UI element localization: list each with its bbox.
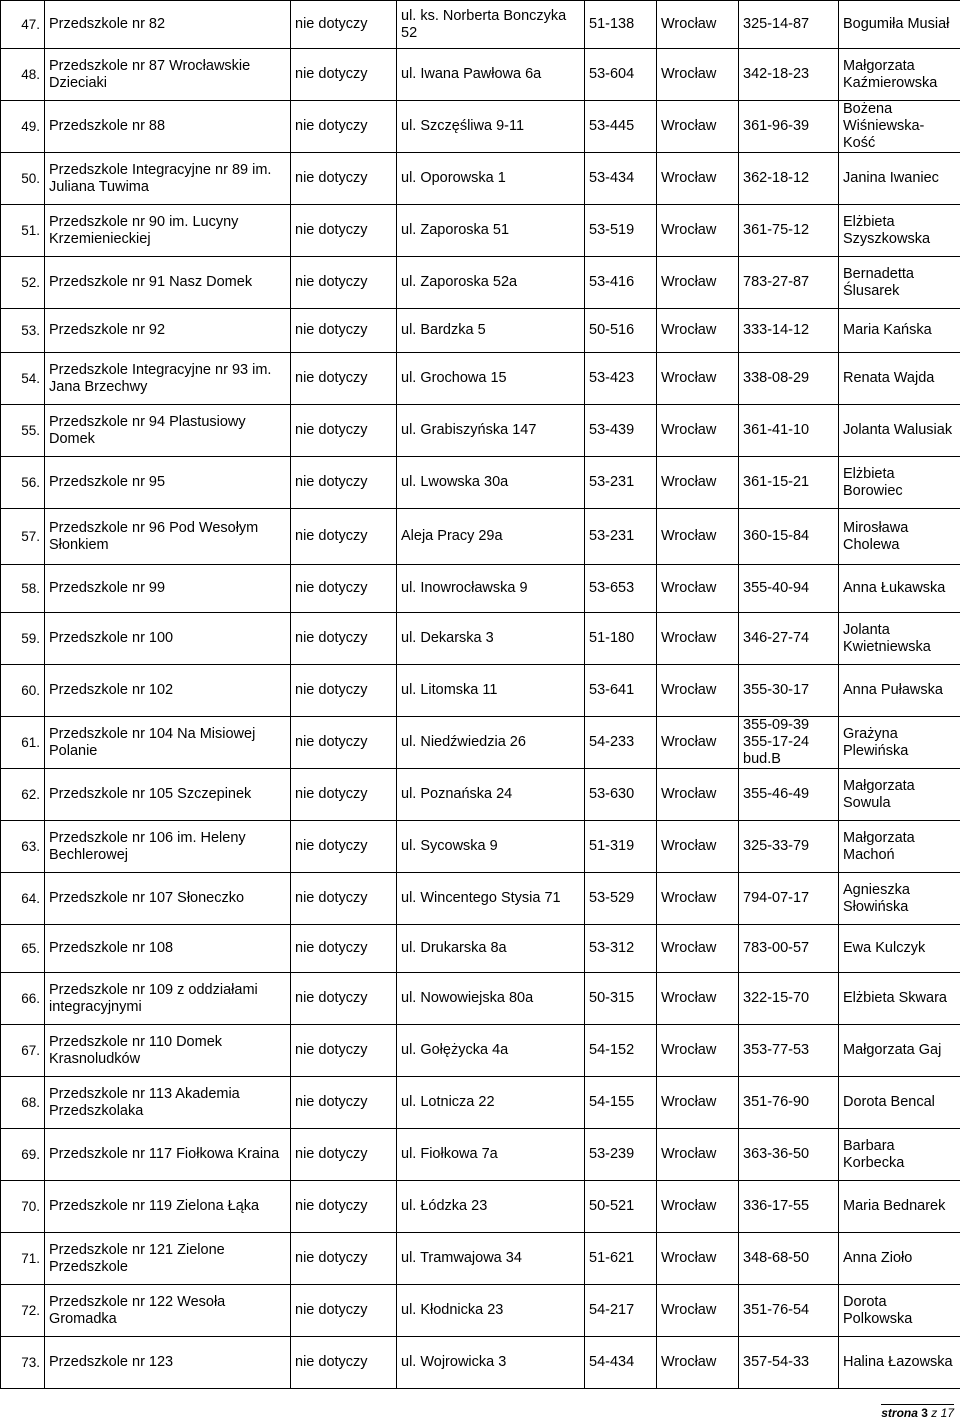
table-row [1,973,960,1025]
director-name: Anna Zioło [839,1233,960,1285]
kindergarten-name: Przedszkole nr 87 Wrocławskie Dzieciaki [45,49,291,101]
city-name: Wrocław [657,665,739,717]
phone-number: 783-27-87 [739,257,839,309]
postal-code: 53-653 [585,565,657,613]
kindergarten-name: Przedszkole nr 102 [45,665,291,717]
row-number: 61. [1,717,45,769]
postal-code: 53-231 [585,509,657,565]
phone-number: 348-68-50 [739,1233,839,1285]
director-name: Dorota Polkowska [839,1285,960,1337]
table-row [1,257,960,309]
director-name: Ewa Kulczyk [839,925,960,973]
director-name: Renata Wajda [839,353,960,405]
row-number: 67. [1,1025,45,1077]
table-row [1,613,960,665]
director-name: Grażyna Plewińska [839,717,960,769]
table-row [1,1129,960,1181]
phone-number: 333-14-12 [739,309,839,353]
postal-code: 54-155 [585,1077,657,1129]
row-number: 62. [1,769,45,821]
director-name: Bożena Wiśniewska-Kość [839,101,960,153]
status-cell: nie dotyczy [291,257,397,309]
footer-page: 3 [921,1406,928,1420]
postal-code: 53-439 [585,405,657,457]
table-row [1,821,960,873]
city-name: Wrocław [657,309,739,353]
status-cell: nie dotyczy [291,1,397,49]
phone-number: 336-17-55 [739,1181,839,1233]
street-address: ul. Lotnicza 22 [397,1077,585,1129]
row-number: 56. [1,457,45,509]
row-number: 57. [1,509,45,565]
table-row [1,873,960,925]
city-name: Wrocław [657,565,739,613]
kindergarten-name: Przedszkole Integracyjne nr 89 im. Juliana Tuwima [45,153,291,205]
street-address: ul. Lwowska 30a [397,457,585,509]
street-address: ul. Grochowa 15 [397,353,585,405]
phone-number: 361-41-10 [739,405,839,457]
status-cell: nie dotyczy [291,153,397,205]
phone-number: 363-36-50 [739,1129,839,1181]
director-name: Mirosława Cholewa [839,509,960,565]
street-address: ul. Zaporoska 51 [397,205,585,257]
status-cell: nie dotyczy [291,509,397,565]
row-number: 59. [1,613,45,665]
postal-code: 53-423 [585,353,657,405]
city-name: Wrocław [657,1129,739,1181]
city-name: Wrocław [657,973,739,1025]
table-row [1,101,960,153]
director-name: Maria Bednarek [839,1181,960,1233]
phone-number: 325-14-87 [739,1,839,49]
footer-sep: z [931,1406,938,1420]
director-name: Małgorzata Sowula [839,769,960,821]
postal-code: 53-434 [585,153,657,205]
director-name: Anna Puławska [839,665,960,717]
status-cell: nie dotyczy [291,1181,397,1233]
street-address: ul. Poznańska 24 [397,769,585,821]
kindergarten-name: Przedszkole nr 92 [45,309,291,353]
street-address: ul. Niedźwiedzia 26 [397,717,585,769]
postal-code: 53-529 [585,873,657,925]
row-number: 63. [1,821,45,873]
row-number: 58. [1,565,45,613]
status-cell: nie dotyczy [291,101,397,153]
director-name: Elżbieta Skwara [839,973,960,1025]
kindergarten-name: Przedszkole nr 122 Wesoła Gromadka [45,1285,291,1337]
table-row [1,925,960,973]
kindergarten-name: Przedszkole nr 113 Akademia Przedszkolaka [45,1077,291,1129]
table-row [1,405,960,457]
street-address: ul. Tramwajowa 34 [397,1233,585,1285]
kindergarten-name: Przedszkole nr 123 [45,1337,291,1389]
city-name: Wrocław [657,205,739,257]
director-name: Barbara Korbecka [839,1129,960,1181]
status-cell: nie dotyczy [291,925,397,973]
phone-number: 351-76-54 [739,1285,839,1337]
street-address: ul. Inowrocławska 9 [397,565,585,613]
table-row [1,1337,960,1389]
city-name: Wrocław [657,405,739,457]
phone-number: 362-18-12 [739,153,839,205]
table-row [1,49,960,101]
status-cell: nie dotyczy [291,405,397,457]
city-name: Wrocław [657,873,739,925]
row-number: 53. [1,309,45,353]
row-number: 52. [1,257,45,309]
table-row [1,1181,960,1233]
row-number: 71. [1,1233,45,1285]
footer-total: 17 [940,1406,954,1420]
city-name: Wrocław [657,1285,739,1337]
director-name: Janina Iwaniec [839,153,960,205]
city-name: Wrocław [657,1233,739,1285]
city-name: Wrocław [657,457,739,509]
table-row [1,309,960,353]
row-number: 64. [1,873,45,925]
postal-code: 54-152 [585,1025,657,1077]
director-name: Elżbieta Szyszkowska [839,205,960,257]
director-name: Małgorzata Gaj [839,1025,960,1077]
street-address: ul. Dekarska 3 [397,613,585,665]
status-cell: nie dotyczy [291,1337,397,1389]
phone-number: 355-09-39 355-17-24 bud.B [739,717,839,769]
row-number: 68. [1,1077,45,1129]
director-name: Jolanta Walusiak [839,405,960,457]
kindergarten-name: Przedszkole nr 99 [45,565,291,613]
postal-code: 51-180 [585,613,657,665]
city-name: Wrocław [657,49,739,101]
street-address: ul. Iwana Pawłowa 6a [397,49,585,101]
street-address: ul. Sycowska 9 [397,821,585,873]
kindergarten-name: Przedszkole nr 109 z oddziałami integracyjnymi [45,973,291,1025]
status-cell: nie dotyczy [291,353,397,405]
postal-code: 53-239 [585,1129,657,1181]
postal-code: 53-416 [585,257,657,309]
table-row [1,1233,960,1285]
city-name: Wrocław [657,1077,739,1129]
table-row [1,1285,960,1337]
street-address: ul. Zaporoska 52a [397,257,585,309]
status-cell: nie dotyczy [291,665,397,717]
kindergarten-name: Przedszkole nr 90 im. Lucyny Krzemienieckiej [45,205,291,257]
status-cell: nie dotyczy [291,873,397,925]
table-row [1,509,960,565]
status-cell: nie dotyczy [291,1285,397,1337]
city-name: Wrocław [657,1025,739,1077]
row-number: 48. [1,49,45,101]
postal-code: 50-315 [585,973,657,1025]
table-row [1,769,960,821]
street-address: ul. Gołężycka 4a [397,1025,585,1077]
street-address: ul. Łódzka 23 [397,1181,585,1233]
postal-code: 50-516 [585,309,657,353]
city-name: Wrocław [657,101,739,153]
table-row [1,565,960,613]
row-number: 69. [1,1129,45,1181]
street-address: ul. Drukarska 8a [397,925,585,973]
phone-number: 325-33-79 [739,821,839,873]
street-address: ul. Grabiszyńska 147 [397,405,585,457]
row-number: 51. [1,205,45,257]
street-address: ul. Bardzka 5 [397,309,585,353]
city-name: Wrocław [657,613,739,665]
kindergarten-name: Przedszkole nr 95 [45,457,291,509]
phone-number: 355-40-94 [739,565,839,613]
postal-code: 53-604 [585,49,657,101]
kindergarten-name: Przedszkole nr 91 Nasz Domek [45,257,291,309]
row-number: 54. [1,353,45,405]
kindergarten-name: Przedszkole nr 94 Plastusiowy Domek [45,405,291,457]
status-cell: nie dotyczy [291,973,397,1025]
postal-code: 51-621 [585,1233,657,1285]
status-cell: nie dotyczy [291,49,397,101]
phone-number: 346-27-74 [739,613,839,665]
kindergarten-name: Przedszkole nr 96 Pod Wesołym Słonkiem [45,509,291,565]
street-address: ul. ks. Norberta Bonczyka 52 [397,1,585,49]
city-name: Wrocław [657,1337,739,1389]
director-name: Bernadetta Ślusarek [839,257,960,309]
phone-number: 361-15-21 [739,457,839,509]
city-name: Wrocław [657,717,739,769]
status-cell: nie dotyczy [291,457,397,509]
phone-number: 338-08-29 [739,353,839,405]
table-row [1,717,960,769]
postal-code: 53-312 [585,925,657,973]
postal-code: 54-233 [585,717,657,769]
table-row [1,1025,960,1077]
phone-number: 357-54-33 [739,1337,839,1389]
phone-number: 322-15-70 [739,973,839,1025]
street-address: ul. Szczęśliwa 9-11 [397,101,585,153]
table-row [1,1077,960,1129]
row-number: 47. [1,1,45,49]
row-number: 55. [1,405,45,457]
postal-code: 54-217 [585,1285,657,1337]
postal-code: 53-641 [585,665,657,717]
table-row [1,353,960,405]
postal-code: 54-434 [585,1337,657,1389]
page-footer [881,1404,954,1420]
city-name: Wrocław [657,1181,739,1233]
phone-number: 342-18-23 [739,49,839,101]
kindergarten-name: Przedszkole nr 82 [45,1,291,49]
director-name: Dorota Bencal [839,1077,960,1129]
status-cell: nie dotyczy [291,613,397,665]
status-cell: nie dotyczy [291,1129,397,1181]
kindergarten-name: Przedszkole nr 105 Szczepinek [45,769,291,821]
street-address: ul. Nowowiejska 80a [397,973,585,1025]
phone-number: 360-15-84 [739,509,839,565]
street-address: ul. Wojrowicka 3 [397,1337,585,1389]
city-name: Wrocław [657,821,739,873]
postal-code: 53-630 [585,769,657,821]
postal-code: 53-519 [585,205,657,257]
street-address: ul. Fiołkowa 7a [397,1129,585,1181]
status-cell: nie dotyczy [291,309,397,353]
table-row [1,205,960,257]
table-body [1,1,960,1389]
status-cell: nie dotyczy [291,717,397,769]
postal-code: 51-138 [585,1,657,49]
phone-number: 361-96-39 [739,101,839,153]
director-name: Agnieszka Słowińska [839,873,960,925]
row-number: 70. [1,1181,45,1233]
director-name: Bogumiła Musiał [839,1,960,49]
city-name: Wrocław [657,257,739,309]
kindergarten-name: Przedszkole nr 104 Na Misiowej Polanie [45,717,291,769]
footer-word: strona [881,1406,918,1420]
table-row [1,457,960,509]
kindergarten-name: Przedszkole nr 106 im. Heleny Bechlerowej [45,821,291,873]
phone-number: 361-75-12 [739,205,839,257]
postal-code: 53-445 [585,101,657,153]
table-row [1,665,960,717]
kindergarten-name: Przedszkole nr 119 Zielona Łąka [45,1181,291,1233]
status-cell: nie dotyczy [291,205,397,257]
postal-code: 50-521 [585,1181,657,1233]
phone-number: 794-07-17 [739,873,839,925]
director-name: Małgorzata Machoń [839,821,960,873]
status-cell: nie dotyczy [291,1025,397,1077]
row-number: 60. [1,665,45,717]
city-name: Wrocław [657,1,739,49]
city-name: Wrocław [657,153,739,205]
kindergarten-name: Przedszkole nr 100 [45,613,291,665]
status-cell: nie dotyczy [291,1233,397,1285]
status-cell: nie dotyczy [291,565,397,613]
street-address: ul. Oporowska 1 [397,153,585,205]
phone-number: 783-00-57 [739,925,839,973]
phone-number: 353-77-53 [739,1025,839,1077]
status-cell: nie dotyczy [291,1077,397,1129]
director-name: Maria Kańska [839,309,960,353]
table-row [1,1,960,49]
street-address: ul. Kłodnicka 23 [397,1285,585,1337]
kindergarten-name: Przedszkole nr 107 Słoneczko [45,873,291,925]
city-name: Wrocław [657,925,739,973]
kindergarten-name: Przedszkole nr 110 Domek Krasnoludków [45,1025,291,1077]
row-number: 65. [1,925,45,973]
phone-number: 355-46-49 [739,769,839,821]
street-address: Aleja Pracy 29a [397,509,585,565]
table-row [1,153,960,205]
postal-code: 53-231 [585,457,657,509]
row-number: 49. [1,101,45,153]
postal-code: 51-319 [585,821,657,873]
status-cell: nie dotyczy [291,821,397,873]
kindergarten-name: Przedszkole Integracyjne nr 93 im. Jana Brzechwy [45,353,291,405]
row-number: 73. [1,1337,45,1389]
street-address: ul. Wincentego Stysia 71 [397,873,585,925]
director-name: Jolanta Kwietniewska [839,613,960,665]
kindergarten-name: Przedszkole nr 108 [45,925,291,973]
city-name: Wrocław [657,769,739,821]
director-name: Halina Łazowska [839,1337,960,1389]
phone-number: 351-76-90 [739,1077,839,1129]
city-name: Wrocław [657,353,739,405]
kindergarten-name: Przedszkole nr 121 Zielone Przedszkole [45,1233,291,1285]
kindergarten-name: Przedszkole nr 117 Fiołkowa Kraina [45,1129,291,1181]
status-cell: nie dotyczy [291,769,397,821]
kindergarten-name: Przedszkole nr 88 [45,101,291,153]
director-name: Elżbieta Borowiec [839,457,960,509]
row-number: 66. [1,973,45,1025]
street-address: ul. Litomska 11 [397,665,585,717]
phone-number: 355-30-17 [739,665,839,717]
row-number: 72. [1,1285,45,1337]
director-name: Małgorzata Kaźmierowska [839,49,960,101]
director-name: Anna Łukawska [839,565,960,613]
city-name: Wrocław [657,509,739,565]
row-number: 50. [1,153,45,205]
